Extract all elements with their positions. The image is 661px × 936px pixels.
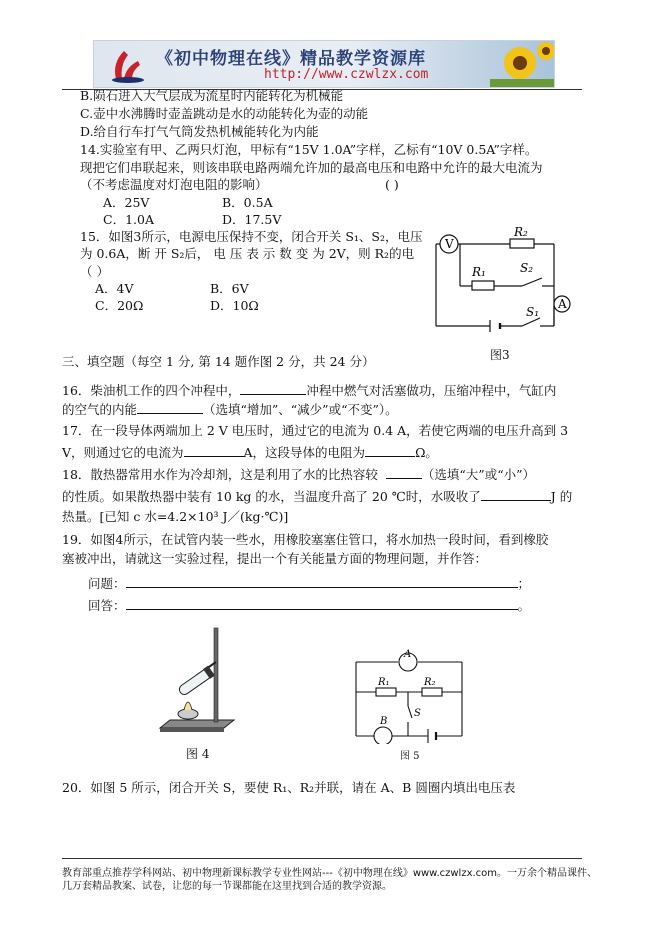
q18-text-c: 的性质。如果散热器中装有 10 kg 的水，当温度升高了 20 ℃时，水吸收了 [62, 489, 481, 504]
resistor-r1-icon [472, 281, 494, 290]
site-logo-icon [108, 45, 148, 83]
q16-blank-1[interactable] [240, 381, 306, 395]
q17-text-a: V，则通过它的电流为 [62, 445, 184, 460]
resistor-r1-icon [376, 688, 396, 696]
figure-4-apparatus [158, 624, 238, 738]
q19-question-blank[interactable] [126, 574, 518, 588]
fig5-label-s: S [414, 708, 421, 719]
q15-option-d: D．10Ω [210, 298, 259, 313]
fig3-label-v: V [445, 237, 454, 251]
section3-heading: 三、填空题（每空 1 分, 第 14 题作图 2 分，共 24 分） [62, 354, 375, 369]
q16-text-c: 的空气的内能 [62, 402, 138, 417]
q14-option-c: C．1.0A [103, 212, 154, 227]
q13-option-d: D.给自行车打气气筒发热机械能转化为内能 [80, 124, 319, 139]
q13-option-b: B.陨石进入大气层成为流星时内能转化为机械能 [80, 88, 344, 103]
q18-blank-1[interactable] [386, 465, 422, 479]
q18-line3: 热量。[已知 c 水=4.2×10³ J／(kg·℃)] [62, 509, 289, 524]
q14-option-b: B．0.5A [222, 195, 273, 210]
q19-answer-row [88, 596, 530, 614]
fig5-label-r2: R₂ [424, 677, 436, 688]
sunflower-icon [490, 41, 554, 87]
q17-text-c: Ω。 [415, 445, 438, 460]
q17-blank-2[interactable] [365, 443, 415, 457]
fig5-label-a: A [404, 649, 412, 660]
fig3-label-r2: R₂ [514, 226, 528, 239]
q18-text-b: （选填“大”或“小”） [421, 467, 535, 482]
figure-3-caption: 图3 [490, 348, 510, 362]
fig3-label-r1: R₁ [472, 265, 486, 279]
q16-line1 [62, 381, 556, 399]
q17-line1: 17．在一段导体两端加上 2 V 电压时，通过它的电流为 0.4 A，若使它两端的电压升高到 3 [62, 423, 569, 438]
banner-title: 《初中物理在线》精品教学资源库 [156, 49, 426, 69]
q18-line1 [62, 465, 535, 483]
q14-answer-paren: ( ) [385, 177, 399, 192]
q19-answer-blank[interactable] [126, 596, 518, 610]
q17-line2 [62, 443, 438, 461]
q18-blank-2[interactable] [481, 487, 551, 501]
resistor-r2-icon [510, 239, 534, 248]
figure-5-caption: 图 5 [400, 751, 420, 762]
q16-text-d: （选填“增加”、“减少”或“不变”）。 [203, 402, 398, 417]
banner-url[interactable]: http://www.czwlzx.com [264, 67, 429, 82]
header-banner [93, 40, 555, 88]
q15-answer-paren: （ ） [80, 264, 109, 279]
q14-line3: （不考虑温度对灯泡电阻的影响） [80, 177, 268, 192]
q18-text-d: J 的 [550, 489, 573, 504]
q14-option-a: A．25V [103, 195, 150, 210]
q18-line2 [62, 487, 572, 505]
q15-option-a: A．4V [95, 281, 134, 296]
q14-line1: 14.实验室有甲、乙两只灯泡，甲标有“15V 1.0A”字样，乙标有“10V 0.5A”字样。 [80, 142, 538, 157]
footer-rule [62, 858, 582, 859]
fig3-label-s2: S₂ [520, 261, 534, 275]
figure-3-circuit [432, 226, 582, 334]
q19-line1: 19．如图4所示，在试管内装一些水，用橡胶塞塞住管口，将水加热一段时间，看到橡胶 [62, 532, 549, 547]
q16-text-b: 冲程中燃气对活塞做功，压缩冲程中，气缸内 [306, 383, 557, 398]
footer-line1: 教育部重点推荐学科网站、初中物理新课标教学专业性网站---《初中物理在线》www.czwlzx.com。一万余个精品课件、 [62, 868, 598, 879]
q15-line2: 为 0.6A，断 开 S₂后， 电 压 表 示 数 变 为 2V，则 R₂的电 [80, 246, 415, 261]
q17-blank-1[interactable] [184, 443, 244, 457]
figure-4-caption: 图 4 [186, 747, 210, 761]
q14-line2: 现把它们串联起来，则该串联电路两端允许加的最高电压和电路中允许的最大电流为 [80, 160, 543, 175]
q18-text-a: 18．散热器常用水作为冷却剂，这是利用了水的比热容较 [62, 467, 378, 482]
circle-b-icon [374, 727, 392, 744]
q16-text-a: 16．柴油机工作的四个冲程中， [62, 383, 241, 398]
q19-answer-end: 。 [517, 598, 531, 613]
fig3-label-a: A [558, 297, 567, 311]
q19-answer-label: 回答： [88, 598, 126, 613]
q19-line2: 塞被冲出，请就这一实验过程，提出一个有关能量方面的物理问题，并作答： [62, 551, 488, 566]
q15-option-c: C．20Ω [95, 298, 144, 313]
q14-option-d: D．17.5V [222, 212, 282, 227]
q19-question-end: ； [517, 576, 531, 591]
q17-text-b: A，这段导体的电阻为 [243, 445, 366, 460]
q19-question-row [88, 574, 530, 592]
fig5-label-r1: R₁ [378, 677, 390, 688]
q13-option-c: C.壶中水沸腾时壶盖跳动是水的动能转化为壶的动能 [80, 106, 369, 121]
q19-question-label: 问题： [88, 576, 126, 591]
q16-blank-2[interactable] [137, 400, 203, 414]
figure-5-circuit [350, 644, 468, 744]
footer-line2: 几万套精品教案、试卷，让您的每一节课都能在这里找到合适的教学资源。 [62, 881, 392, 892]
fig3-label-s1: S₁ [526, 305, 540, 319]
q15-line1: 15．如图3所示，电源电压保持不变，闭合开关 S₁、S₂，电压 [80, 229, 423, 244]
q20-line1: 20．如图 5 所示，闭合开关 S，要使 R₁、R₂并联，请在 A、B 圆圈内填出电压表 [62, 780, 516, 795]
q15-option-b: B．6V [210, 281, 249, 296]
resistor-r2-icon [422, 688, 442, 696]
q16-line2 [62, 400, 398, 418]
fig5-label-b: B [380, 716, 388, 727]
